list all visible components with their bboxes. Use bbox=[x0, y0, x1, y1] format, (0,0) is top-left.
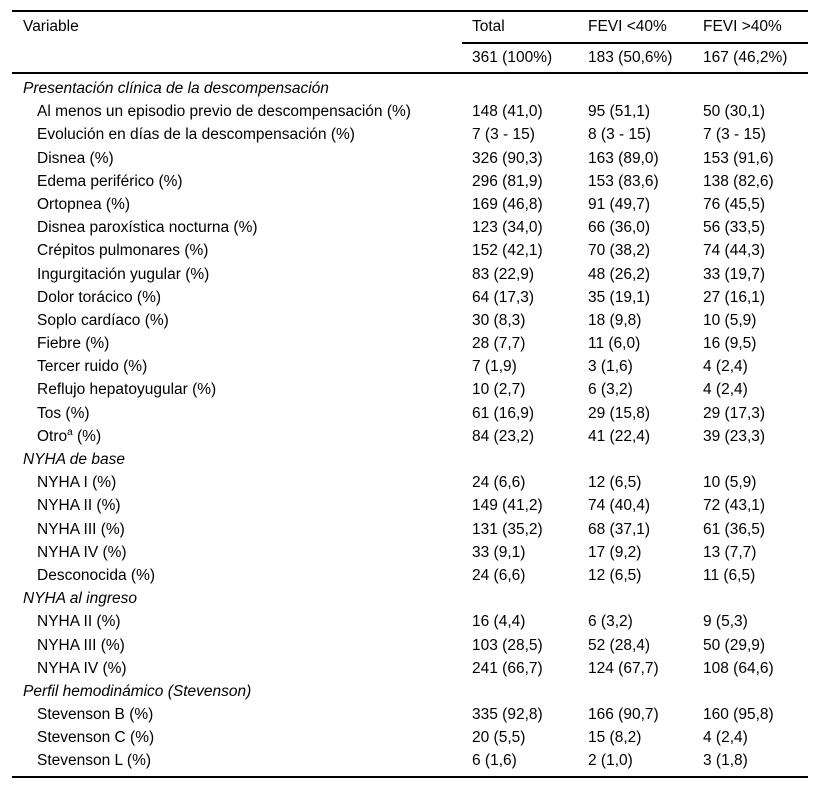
row-label-text: NYHA III (%) bbox=[37, 520, 125, 538]
row-label-text: Desconocida (%) bbox=[37, 566, 156, 584]
fevi-lt40-value: 163 (89,0) bbox=[588, 149, 659, 167]
clinical-presentation-table bbox=[12, 10, 808, 778]
fevi-gt40-value: 4 (2,4) bbox=[703, 381, 748, 399]
section-title: Perfil hemodinámico (Stevenson) bbox=[23, 682, 252, 700]
total-value: 24 (6,6) bbox=[472, 566, 526, 584]
fevi-lt40-value: 66 (36,0) bbox=[588, 219, 651, 237]
subheader-fevi-lt40: 183 (50,6%) bbox=[588, 49, 673, 66]
table-row bbox=[12, 286, 808, 309]
fevi-gt40-value: 108 (64,6) bbox=[703, 659, 774, 677]
total-value: 64 (17,3) bbox=[472, 288, 535, 306]
total-value: 10 (2,7) bbox=[472, 381, 526, 399]
row-label bbox=[12, 216, 462, 239]
total-value: 30 (8,3) bbox=[472, 311, 526, 329]
total-value: 16 (4,4) bbox=[472, 613, 526, 631]
fevi-lt40-value: 70 (38,2) bbox=[588, 242, 651, 260]
total-value: 28 (7,7) bbox=[472, 335, 526, 353]
row-label-text: Edema periférico (%) bbox=[37, 172, 183, 190]
row-label bbox=[12, 263, 462, 286]
table-row bbox=[12, 100, 808, 123]
total-value: 169 (46,8) bbox=[472, 195, 543, 213]
row-label-text: Tos (%) bbox=[37, 404, 90, 422]
row-label-text: NYHA II (%) bbox=[37, 497, 121, 515]
row-label-text: Fiebre (%) bbox=[37, 335, 110, 353]
fevi-gt40-value: 33 (19,7) bbox=[703, 265, 766, 283]
section-header-row bbox=[12, 448, 808, 471]
fevi-gt40-value: 29 (17,3) bbox=[703, 404, 766, 422]
total-value: 335 (92,8) bbox=[472, 706, 543, 724]
fevi-lt40-value: 29 (15,8) bbox=[588, 404, 651, 422]
fevi-lt40-value: 91 (49,7) bbox=[588, 195, 651, 213]
row-label-text: Dolor torácico (%) bbox=[37, 288, 162, 306]
row-label bbox=[12, 332, 462, 355]
table-row bbox=[12, 332, 808, 355]
table-row bbox=[12, 657, 808, 680]
row-label-text: Stevenson B (%) bbox=[37, 706, 154, 724]
fevi-lt40-value: 124 (67,7) bbox=[588, 659, 659, 677]
fevi-gt40-value: 27 (16,1) bbox=[703, 288, 766, 306]
col-header-fevi-lt40: FEVI <40% bbox=[588, 18, 667, 35]
table-row bbox=[12, 170, 808, 193]
row-label bbox=[12, 564, 462, 587]
fevi-gt40-value: 138 (82,6) bbox=[703, 172, 774, 190]
column-header-row bbox=[12, 12, 808, 42]
row-label bbox=[12, 309, 462, 332]
row-label bbox=[12, 749, 462, 772]
row-label-text: Stevenson C (%) bbox=[37, 729, 155, 747]
row-label-text: Ingurgitación yugular (%) bbox=[37, 265, 210, 283]
fevi-lt40-value: 48 (26,2) bbox=[588, 265, 651, 283]
col-header-variable: Variable bbox=[23, 18, 79, 35]
fevi-lt40-value: 6 (3,2) bbox=[588, 613, 633, 631]
table-row bbox=[12, 749, 808, 772]
fevi-lt40-value: 95 (51,1) bbox=[588, 103, 651, 121]
table-row bbox=[12, 518, 808, 541]
fevi-gt40-value: 160 (95,8) bbox=[703, 706, 774, 724]
fevi-lt40-value: 8 (3 - 15) bbox=[588, 126, 651, 144]
total-value: 123 (34,0) bbox=[472, 219, 543, 237]
row-label-text: NYHA IV (%) bbox=[37, 659, 127, 677]
total-value: 61 (16,9) bbox=[472, 404, 535, 422]
fevi-gt40-value: 3 (1,8) bbox=[703, 752, 748, 770]
table-row bbox=[12, 610, 808, 633]
fevi-gt40-value: 39 (23,3) bbox=[703, 427, 766, 445]
total-value: 326 (90,3) bbox=[472, 149, 543, 167]
fevi-lt40-value: 153 (83,6) bbox=[588, 172, 659, 190]
row-label bbox=[12, 378, 462, 401]
total-value: 24 (6,6) bbox=[472, 474, 526, 492]
table-row bbox=[12, 309, 808, 332]
table-row bbox=[12, 402, 808, 425]
row-label bbox=[12, 402, 462, 425]
row-label-text: NYHA I (%) bbox=[37, 474, 117, 492]
row-label bbox=[12, 239, 462, 262]
table-row bbox=[12, 263, 808, 286]
total-value: 6 (1,6) bbox=[472, 752, 517, 770]
row-label bbox=[12, 518, 462, 541]
table-row bbox=[12, 193, 808, 216]
table-row bbox=[12, 425, 808, 448]
row-label-text: Al menos un episodio previo de descompensación (%) bbox=[37, 103, 411, 121]
section-header-row bbox=[12, 587, 808, 610]
table-row bbox=[12, 541, 808, 564]
row-label bbox=[12, 726, 462, 749]
fevi-gt40-value: 74 (44,3) bbox=[703, 242, 766, 260]
total-value: 20 (5,5) bbox=[472, 729, 526, 747]
fevi-lt40-value: 2 (1,0) bbox=[588, 752, 633, 770]
row-label bbox=[12, 541, 462, 564]
table-body bbox=[12, 74, 808, 776]
fevi-gt40-value: 10 (5,9) bbox=[703, 474, 757, 492]
table-row bbox=[12, 703, 808, 726]
fevi-gt40-value: 153 (91,6) bbox=[703, 149, 774, 167]
fevi-lt40-value: 41 (22,4) bbox=[588, 427, 651, 445]
total-value: 152 (42,1) bbox=[472, 242, 543, 260]
row-label-text: Soplo cardíaco (%) bbox=[37, 311, 169, 329]
fevi-lt40-value: 52 (28,4) bbox=[588, 636, 651, 654]
table-row bbox=[12, 123, 808, 146]
total-value: 7 (1,9) bbox=[472, 358, 517, 376]
fevi-lt40-value: 166 (90,7) bbox=[588, 706, 659, 724]
fevi-gt40-value: 13 (7,7) bbox=[703, 543, 757, 561]
fevi-gt40-value: 72 (43,1) bbox=[703, 497, 766, 515]
section-title: Presentación clínica de la descompensación bbox=[23, 80, 329, 97]
fevi-lt40-value: 12 (6,5) bbox=[588, 474, 642, 492]
row-label bbox=[12, 286, 462, 309]
row-label-text: Reflujo hepatoyugular (%) bbox=[37, 381, 217, 399]
total-value: 33 (9,1) bbox=[472, 543, 526, 561]
table-row bbox=[12, 147, 808, 170]
total-value: 83 (22,9) bbox=[472, 265, 535, 283]
table-row bbox=[12, 494, 808, 517]
row-label-text: Crépitos pulmonares (%) bbox=[37, 242, 209, 260]
table-row bbox=[12, 355, 808, 378]
fevi-lt40-value: 12 (6,5) bbox=[588, 566, 642, 584]
row-label bbox=[12, 425, 462, 448]
total-value: 149 (41,2) bbox=[472, 497, 543, 515]
fevi-gt40-value: 50 (29,9) bbox=[703, 636, 766, 654]
row-label-text: NYHA III (%) bbox=[37, 636, 125, 654]
fevi-lt40-value: 18 (9,8) bbox=[588, 311, 642, 329]
row-label bbox=[12, 100, 462, 123]
fevi-gt40-value: 16 (9,5) bbox=[703, 335, 757, 353]
row-label-text: Tercer ruido (%) bbox=[37, 358, 148, 376]
subheader-total: 361 (100%) bbox=[472, 49, 553, 66]
table-row bbox=[12, 726, 808, 749]
total-value: 241 (66,7) bbox=[472, 659, 543, 677]
row-label-text: Evolución en días de la descompensación (%) bbox=[37, 126, 355, 144]
row-label bbox=[12, 123, 462, 146]
fevi-gt40-value: 61 (36,5) bbox=[703, 520, 766, 538]
row-label-text: Ortopnea (%) bbox=[37, 195, 131, 213]
row-label bbox=[12, 610, 462, 633]
col-header-fevi-gt40: FEVI >40% bbox=[703, 18, 782, 35]
fevi-lt40-value: 35 (19,1) bbox=[588, 288, 651, 306]
fevi-gt40-value: 56 (33,5) bbox=[703, 219, 766, 237]
row-label bbox=[12, 170, 462, 193]
table-row bbox=[12, 471, 808, 494]
row-label bbox=[12, 147, 462, 170]
row-label bbox=[12, 193, 462, 216]
total-value: 296 (81,9) bbox=[472, 172, 543, 190]
total-value: 7 (3 - 15) bbox=[472, 126, 535, 144]
fevi-gt40-value: 7 (3 - 15) bbox=[703, 126, 766, 144]
section-title: NYHA al ingreso bbox=[23, 590, 138, 608]
section-header-row bbox=[12, 680, 808, 703]
table-row bbox=[12, 239, 808, 262]
fevi-gt40-value: 9 (5,3) bbox=[703, 613, 748, 631]
bottom-rule bbox=[12, 776, 808, 778]
table-row bbox=[12, 634, 808, 657]
total-value: 148 (41,0) bbox=[472, 103, 543, 121]
row-label bbox=[12, 494, 462, 517]
subheader-row bbox=[12, 44, 808, 72]
col-header-total: Total bbox=[472, 18, 505, 35]
fevi-gt40-value: 4 (2,4) bbox=[703, 729, 748, 747]
total-value: 103 (28,5) bbox=[472, 636, 543, 654]
fevi-gt40-value: 11 (6,5) bbox=[703, 566, 756, 584]
section-header-row bbox=[12, 77, 808, 100]
fevi-lt40-value: 11 (6,0) bbox=[588, 335, 641, 353]
subheader-fevi-gt40: 167 (46,2%) bbox=[703, 49, 788, 66]
fevi-lt40-value: 6 (3,2) bbox=[588, 381, 633, 399]
table-row bbox=[12, 216, 808, 239]
row-label-suffix: (%) bbox=[72, 427, 102, 445]
fevi-gt40-value: 50 (30,1) bbox=[703, 103, 766, 121]
fevi-gt40-value: 10 (5,9) bbox=[703, 311, 757, 329]
footnote-marker: a bbox=[67, 426, 73, 438]
fevi-lt40-value: 17 (9,2) bbox=[588, 543, 642, 561]
table-row bbox=[12, 564, 808, 587]
row-label-text: Otro bbox=[37, 427, 68, 445]
fevi-gt40-value: 4 (2,4) bbox=[703, 358, 748, 376]
row-label-text: Stevenson L (%) bbox=[37, 752, 152, 770]
row-label-text: Disnea (%) bbox=[37, 149, 114, 167]
section-title: NYHA de base bbox=[23, 451, 125, 468]
row-label-text: Disnea paroxística nocturna (%) bbox=[37, 219, 258, 237]
fevi-lt40-value: 74 (40,4) bbox=[588, 497, 651, 515]
row-label bbox=[12, 355, 462, 378]
total-value: 84 (23,2) bbox=[472, 427, 535, 445]
fevi-lt40-value: 3 (1,6) bbox=[588, 358, 633, 376]
row-label bbox=[12, 471, 462, 494]
row-label-text: NYHA IV (%) bbox=[37, 543, 127, 561]
fevi-gt40-value: 76 (45,5) bbox=[703, 195, 766, 213]
row-label bbox=[12, 657, 462, 680]
fevi-lt40-value: 68 (37,1) bbox=[588, 520, 651, 538]
row-label bbox=[12, 634, 462, 657]
total-value: 131 (35,2) bbox=[472, 520, 543, 538]
fevi-lt40-value: 15 (8,2) bbox=[588, 729, 642, 747]
table-row bbox=[12, 378, 808, 401]
row-label-text: NYHA II (%) bbox=[37, 613, 121, 631]
row-label bbox=[12, 703, 462, 726]
